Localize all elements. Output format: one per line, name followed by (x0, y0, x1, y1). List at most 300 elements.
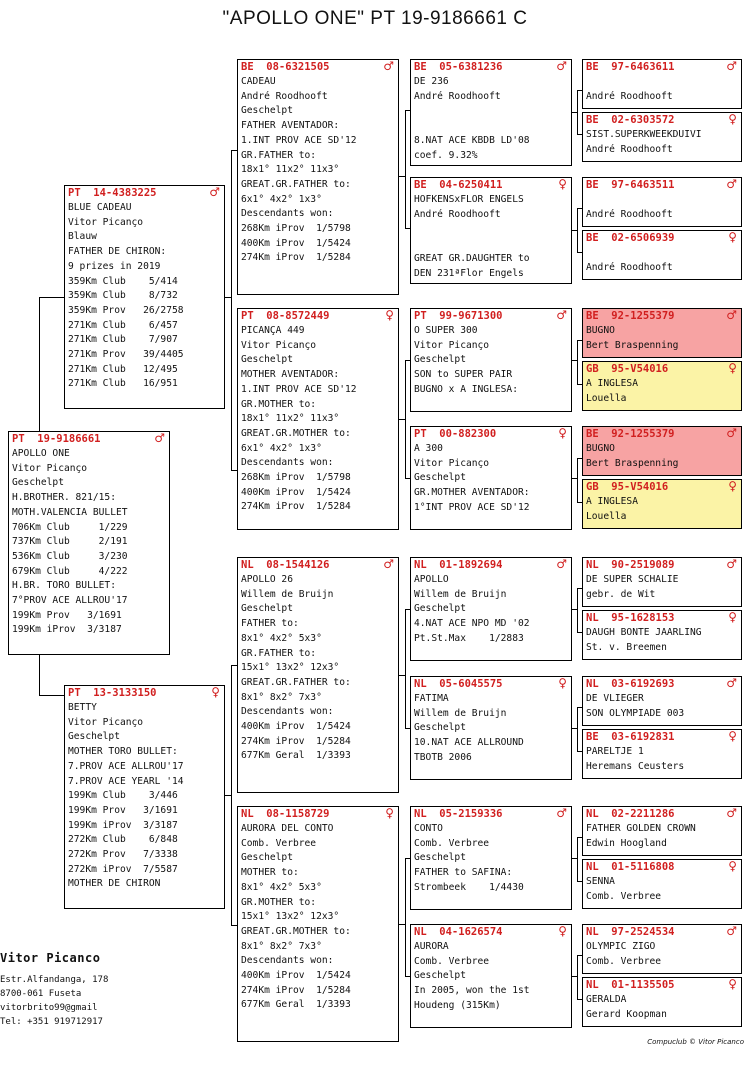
card-line: 6x1° 4x2° 1x3° (241, 442, 322, 454)
ring-number: PT 00-882300 (414, 428, 497, 440)
card-line: GREAT.GR.MOTHER to: (241, 427, 351, 439)
ring-number: NL 04-1626574 (414, 926, 503, 938)
card-line: 199Km Prov 3/1691 (12, 609, 122, 621)
card-line: 1.INT PROV ACE SD'12 (241, 134, 357, 146)
pedigree-card-g16 (582, 977, 742, 1027)
card-line: CONTO (414, 823, 443, 834)
card-line: FATIMA (414, 693, 449, 704)
ring-number: BE 02-6506939 (586, 232, 675, 244)
ring-number: BE 08-6321505 (241, 61, 330, 73)
card-line: A 300 (414, 443, 443, 454)
ring-number: GB 95-V54016 (586, 363, 669, 375)
card-header (583, 362, 741, 377)
ring-number: NL 01-1892694 (414, 559, 503, 571)
male-symbol-icon: ♂ (209, 185, 220, 199)
card-line: SON to SUPER PAIR (414, 369, 513, 381)
card-header (238, 807, 398, 822)
ring-number: BE 97-6463511 (586, 179, 675, 191)
male-symbol-icon: ♂ (154, 431, 165, 445)
card-header (583, 860, 741, 875)
male-symbol-icon: ♂ (383, 557, 394, 571)
pedigree-card-subject (8, 431, 170, 655)
connector-line (405, 858, 406, 976)
card-line: Vitor Picanço (12, 462, 88, 474)
card-line: A INGLESA (586, 496, 638, 507)
card-header (583, 60, 741, 75)
card-line (411, 222, 571, 237)
card-line: Bert Braspenning (586, 457, 679, 469)
footer-credit: Compuclub © Vitor Picanco (647, 1038, 744, 1046)
card-line: 677Km Geral 1/3393 (241, 999, 351, 1011)
card-line: Geschelpt (12, 477, 64, 489)
card-line: Geschelpt (241, 105, 293, 117)
card-line: 400Km iProv 1/5424 (241, 237, 351, 249)
connector-line (399, 924, 405, 925)
male-symbol-icon: ♂ (726, 426, 737, 440)
card-line: FATHER GOLDEN CROWN (586, 823, 696, 834)
card-header (583, 611, 741, 626)
card-line: APOLLO ONE (12, 448, 70, 459)
male-symbol-icon: ♂ (726, 557, 737, 571)
card-line: Vitor Picanço (414, 339, 490, 351)
ring-number: NL 03-6192693 (586, 678, 675, 690)
card-line: DE 236 (414, 76, 449, 87)
card-line: FATHER DE CHIRON: (68, 246, 167, 258)
pedigree-card-g9 (582, 557, 742, 607)
card-line: GREAT.GR.FATHER to: (241, 178, 351, 190)
ring-number: NL 08-1544126 (241, 559, 330, 571)
card-line: In 2005, won the 1st (414, 985, 530, 997)
card-line: BUGNO (586, 443, 615, 454)
connector-line (572, 858, 577, 859)
card-line: Houdeng (315Km) (414, 999, 501, 1011)
card-line: 271Km Club 16/951 (68, 378, 178, 390)
card-line: Geschelpt (414, 354, 466, 366)
card-line: BETTY (68, 702, 97, 713)
card-header (411, 807, 571, 822)
card-line: 8.NAT ACE KBDB LD'08 (414, 134, 530, 146)
male-symbol-icon: ♂ (726, 308, 737, 322)
card-line (583, 246, 741, 261)
female-symbol-icon: ♀ (728, 112, 737, 126)
pedigree-card-g8 (582, 479, 742, 529)
pedigree-card-ddd (410, 924, 572, 1028)
card-line: Strombeek 1/4430 (414, 881, 524, 893)
ring-number: NL 05-2159336 (414, 808, 503, 820)
card-line: GREAT.GR.FATHER to: (241, 676, 351, 688)
connector-line (231, 665, 232, 925)
card-line: 8x1° 8x2° 7x3° (241, 691, 322, 703)
card-line: PICANÇA 449 (241, 325, 305, 336)
card-header (583, 427, 741, 442)
card-header (411, 558, 571, 573)
card-header (583, 231, 741, 246)
connector-line (399, 176, 405, 177)
card-line: MOTHER AVENTADOR: (241, 369, 340, 381)
card-line: Vitor Picanço (414, 457, 490, 469)
card-line: Descendants won: (241, 208, 334, 220)
card-line: BUGNO x A INGLESA: (414, 383, 518, 395)
card-line: GR.MOTHER AVENTADOR: (414, 487, 530, 499)
card-line: 268Km iProv 1/5798 (241, 472, 351, 484)
ring-number: NL 01-1135505 (586, 979, 675, 991)
connector-line (572, 728, 577, 729)
breeder-phone: Tel: +351 919712917 (0, 1017, 103, 1027)
card-line: Comb. Verbree (414, 837, 490, 849)
card-line: Geschelpt (414, 722, 466, 734)
connector-line (572, 609, 577, 610)
female-symbol-icon: ♀ (211, 685, 220, 699)
pedigree-card-g4 (582, 230, 742, 280)
connector-line (577, 837, 578, 881)
pedigree-card-sds (410, 308, 572, 412)
card-line: André Roodhooft (586, 143, 673, 155)
card-line: SON OLYMPIADE 003 (586, 707, 685, 719)
card-line: FATHER to: (241, 618, 299, 630)
male-symbol-icon: ♂ (556, 806, 567, 820)
card-line: Blauw (68, 231, 97, 243)
ring-number: NL 05-6045575 (414, 678, 503, 690)
pedigree-card-g7 (582, 426, 742, 476)
card-line: Comb. Verbree (241, 837, 317, 849)
card-line: TBOTB 2006 (414, 751, 472, 763)
card-line: APOLLO 26 (241, 574, 293, 585)
breeder-name: Vitor Picanco (0, 951, 101, 965)
connector-line (577, 208, 578, 252)
connector-line (405, 609, 406, 728)
female-symbol-icon: ♀ (728, 479, 737, 493)
card-line: Vitor Picanço (241, 339, 317, 351)
card-line: MOTH.VALENCIA BULLET (12, 506, 128, 518)
card-line: GR.FATHER to: (241, 149, 317, 161)
card-line: 1.INT PROV ACE SD'12 (241, 383, 357, 395)
ring-number: PT 13-3133150 (68, 687, 157, 699)
card-line: H.BROTHER. 821/15: (12, 492, 116, 504)
male-symbol-icon: ♂ (556, 59, 567, 73)
female-symbol-icon: ♀ (558, 177, 567, 191)
pedigree-card-g14 (582, 859, 742, 909)
card-line: O SUPER 300 (414, 325, 478, 336)
male-symbol-icon: ♂ (726, 924, 737, 938)
card-line: 271Km Club 7/907 (68, 334, 178, 346)
card-line: 15x1° 13x2° 12x3° (241, 911, 340, 923)
card-line: Descendants won: (241, 457, 334, 469)
card-line: 15x1° 13x2° 12x3° (241, 662, 340, 674)
card-line: AURORA DEL CONTO (241, 823, 334, 834)
female-symbol-icon: ♀ (385, 806, 394, 820)
ring-number: NL 08-1158729 (241, 808, 330, 820)
card-line: Geschelpt (241, 852, 293, 864)
card-line: GR.MOTHER to: (241, 398, 317, 410)
connector-line (405, 110, 406, 228)
card-line: DE VLIEGER (586, 693, 644, 704)
card-line: André Roodhooft (586, 208, 673, 220)
card-line: 400Km iProv 1/5424 (241, 970, 351, 982)
ring-number: BE 04-6250411 (414, 179, 503, 191)
card-line: 272Km Prov 7/3338 (68, 849, 178, 861)
card-line: Comb. Verbree (586, 890, 662, 902)
card-line: Descendants won: (241, 706, 334, 718)
card-line: 7°PROV ACE ALLROU'17 (12, 595, 128, 607)
card-line: 6x1° 4x2° 1x3° (241, 193, 322, 205)
card-line: 536Km Club 3/230 (12, 550, 128, 562)
card-header (411, 309, 571, 324)
ring-number: BE 03-6192831 (586, 731, 675, 743)
card-header (411, 677, 571, 692)
card-line: Pt.St.Max 1/2883 (414, 632, 524, 644)
card-line: 400Km iProv 1/5424 (241, 721, 351, 733)
card-line: HOFKENSxFLOR ENGELS (414, 194, 524, 205)
pedigree-card-sdd (410, 426, 572, 530)
card-header (9, 432, 169, 447)
card-header (583, 480, 741, 495)
card-line: Descendants won: (241, 955, 334, 967)
card-header (583, 978, 741, 993)
card-line: coef. 9.32% (414, 149, 478, 161)
card-line: 706Km Club 1/229 (12, 521, 128, 533)
card-line: H.BR. TORO BULLET: (12, 580, 116, 592)
ring-number: PT 99-9671300 (414, 310, 503, 322)
card-line: 8x1° 4x2° 5x3° (241, 632, 322, 644)
card-header (238, 60, 398, 75)
card-line: Geschelpt (414, 472, 466, 484)
card-line: 18x1° 11x2° 11x3° (241, 164, 340, 176)
card-line: 199Km Prov 3/1691 (68, 804, 178, 816)
card-line: 7.PROV ACE YEARL '14 (68, 775, 184, 787)
card-line: 274Km iProv 1/5284 (241, 252, 351, 264)
connector-line (577, 707, 578, 751)
card-line: 679Km Club 4/222 (12, 565, 128, 577)
card-line: André Roodhooft (586, 90, 673, 102)
card-line: MOTHER TORO BULLET: (68, 746, 178, 758)
card-line: BLUE CADEAU (68, 202, 132, 213)
card-line: BUGNO (586, 325, 615, 336)
pedigree-card-ss (237, 59, 399, 295)
pedigree-card-g3 (582, 177, 742, 227)
card-line: Geschelpt (414, 852, 466, 864)
female-symbol-icon: ♀ (728, 361, 737, 375)
card-line: Vitor Picanço (68, 716, 144, 728)
pedigree-card-sire (64, 185, 225, 409)
card-line: Geschelpt (241, 354, 293, 366)
card-line: Heremans Ceusters (586, 760, 685, 772)
card-line: DEN 231ªFlor Engels (414, 267, 524, 279)
connector-line (572, 478, 577, 479)
pedigree-card-sss (410, 59, 572, 166)
card-line: 271Km Club 12/495 (68, 363, 178, 375)
card-line: Willem de Bruijn (241, 588, 334, 600)
card-line: AURORA (414, 941, 449, 952)
card-header (583, 677, 741, 692)
card-line: A INGLESA (586, 378, 638, 389)
card-line: André Roodhooft (414, 208, 501, 220)
connector-line (572, 360, 577, 361)
card-line (411, 237, 571, 252)
card-header (583, 178, 741, 193)
connector-line (577, 955, 578, 999)
pedigree-card-ssd (410, 177, 572, 284)
card-line: 10.NAT ACE ALLROUND (414, 737, 524, 749)
card-line: 737Km Club 2/191 (12, 536, 128, 548)
pedigree-card-sd (237, 308, 399, 530)
card-line: 272Km iProv 7/5587 (68, 863, 178, 875)
card-line: SIST.SUPERKWEEKDUIVI (586, 129, 702, 140)
card-header (238, 558, 398, 573)
card-line: OLYMPIC ZIGO (586, 941, 656, 952)
card-line: 9 prizes in 2019 (68, 260, 161, 272)
card-line: 7.PROV ACE ALLROU'17 (68, 760, 184, 772)
male-symbol-icon: ♂ (726, 177, 737, 191)
card-line: Comb. Verbree (586, 955, 662, 967)
connector-line (225, 795, 231, 796)
card-line (411, 104, 571, 119)
card-line: CADEAU (241, 76, 276, 87)
ring-number: NL 95-1628153 (586, 612, 675, 624)
card-header (583, 113, 741, 128)
card-line: DAUGH BONTE JAARLING (586, 627, 702, 638)
card-line: Gerard Koopman (586, 1008, 667, 1020)
female-symbol-icon: ♀ (728, 977, 737, 991)
card-line: GREAT.GR.MOTHER to: (241, 925, 351, 937)
ring-number: NL 97-2524534 (586, 926, 675, 938)
connector-line (405, 360, 406, 478)
pedigree-card-dds (410, 806, 572, 910)
card-header (411, 178, 571, 193)
breeder-email: vitorbrito99@gmail (0, 1003, 98, 1013)
ring-number: PT 14-4383225 (68, 187, 157, 199)
female-symbol-icon: ♀ (728, 859, 737, 873)
card-line: GR.MOTHER to: (241, 896, 317, 908)
card-line: St. v. Breemen (586, 641, 667, 653)
card-line: 272Km Club 6/848 (68, 834, 178, 846)
male-symbol-icon: ♂ (383, 59, 394, 73)
card-line: GR.FATHER to: (241, 647, 317, 659)
card-header (583, 807, 741, 822)
card-line: DE SUPER SCHALIE (586, 574, 679, 585)
card-line: 274Km iProv 1/5284 (241, 501, 351, 513)
pedigree-card-ds (237, 557, 399, 793)
card-line: gebr. de Wit (586, 588, 656, 600)
card-header (411, 427, 571, 442)
female-symbol-icon: ♀ (728, 610, 737, 624)
ring-number: GB 95-V54016 (586, 481, 669, 493)
card-line: André Roodhooft (586, 261, 673, 273)
card-line: André Roodhooft (414, 90, 501, 102)
breeder-address-street: Estr.Alfandanga, 178 (0, 975, 109, 985)
card-header (583, 730, 741, 745)
connector-line (572, 230, 577, 231)
card-header (583, 309, 741, 324)
card-line: 4.NAT ACE NPO MD '02 (414, 618, 530, 630)
card-line: 271Km Prov 39/4405 (68, 349, 184, 361)
ring-number: BE 92-1255379 (586, 310, 675, 322)
male-symbol-icon: ♂ (726, 59, 737, 73)
pedigree-card-g13 (582, 806, 742, 856)
card-line: André Roodhooft (241, 90, 328, 102)
connector-line (39, 297, 64, 298)
connector-line (399, 675, 405, 676)
female-symbol-icon: ♀ (385, 308, 394, 322)
card-line: Vitor Picanço (68, 216, 144, 228)
card-line: 271Km Club 6/457 (68, 319, 178, 331)
ring-number: BE 02-6303572 (586, 114, 675, 126)
card-header (65, 186, 224, 201)
card-line: Willem de Bruijn (414, 588, 507, 600)
card-line: GREAT GR.DAUGHTER to (414, 252, 530, 264)
card-line (411, 119, 571, 134)
card-line: 268Km iProv 1/5798 (241, 223, 351, 235)
card-line: 8x1° 4x2° 5x3° (241, 881, 322, 893)
male-symbol-icon: ♂ (556, 308, 567, 322)
ring-number: NL 02-2211286 (586, 808, 675, 820)
card-line (583, 193, 741, 208)
card-line: 274Km iProv 1/5284 (241, 984, 351, 996)
pedigree-card-g12 (582, 729, 742, 779)
card-line: 359Km Prov 26/2758 (68, 304, 184, 316)
ring-number: BE 92-1255379 (586, 428, 675, 440)
card-header (238, 309, 398, 324)
female-symbol-icon: ♀ (728, 729, 737, 743)
card-line: 400Km iProv 1/5424 (241, 486, 351, 498)
breeder-address-city: 8700-061 Fuseta (0, 989, 82, 999)
pedigree-card-dd (237, 806, 399, 1042)
card-line: Geschelpt (68, 731, 120, 743)
pedigree-card-dsd (410, 676, 572, 780)
pedigree-card-g11 (582, 676, 742, 726)
card-header (583, 925, 741, 940)
connector-line (577, 458, 578, 502)
card-line: 18x1° 11x2° 11x3° (241, 413, 340, 425)
card-line: Willem de Bruijn (414, 707, 507, 719)
pedigree-card-g5 (582, 308, 742, 358)
female-symbol-icon: ♀ (558, 676, 567, 690)
card-line: 1°INT PROV ACE SD'12 (414, 501, 530, 513)
card-line: Geschelpt (414, 603, 466, 615)
female-symbol-icon: ♀ (728, 230, 737, 244)
card-line: 199Km iProv 3/3187 (12, 624, 122, 636)
ring-number: BE 97-6463611 (586, 61, 675, 73)
card-line: SENNA (586, 876, 615, 887)
card-line: MOTHER DE CHIRON (68, 878, 161, 890)
card-line: FATHER AVENTADOR: (241, 120, 340, 132)
connector-line (572, 112, 577, 113)
card-line: FATHER to SAFINA: (414, 867, 513, 879)
page-title: "APOLLO ONE" PT 19-9186661 C (222, 8, 528, 29)
card-line: 199Km Club 3/446 (68, 790, 178, 802)
pedigree-card-g15 (582, 924, 742, 974)
card-line: 677Km Geral 1/3393 (241, 750, 351, 762)
card-header (411, 60, 571, 75)
connector-line (231, 150, 232, 470)
male-symbol-icon: ♂ (726, 806, 737, 820)
connector-line (39, 655, 40, 695)
ring-number: BE 05-6381236 (414, 61, 503, 73)
card-line: APOLLO (414, 574, 449, 585)
connector-line (577, 588, 578, 632)
card-header (583, 558, 741, 573)
card-line: 8x1° 8x2° 7x3° (241, 940, 322, 952)
card-line: PARELTJE 1 (586, 746, 644, 757)
card-line: Louella (586, 510, 627, 522)
card-line: MOTHER to: (241, 867, 299, 879)
connector-line (39, 297, 40, 431)
pedigree-card-g10 (582, 610, 742, 660)
card-line (583, 75, 741, 90)
connector-line (577, 340, 578, 384)
connector-line (39, 695, 64, 696)
card-header (411, 925, 571, 940)
card-line: GERALDA (586, 994, 627, 1005)
